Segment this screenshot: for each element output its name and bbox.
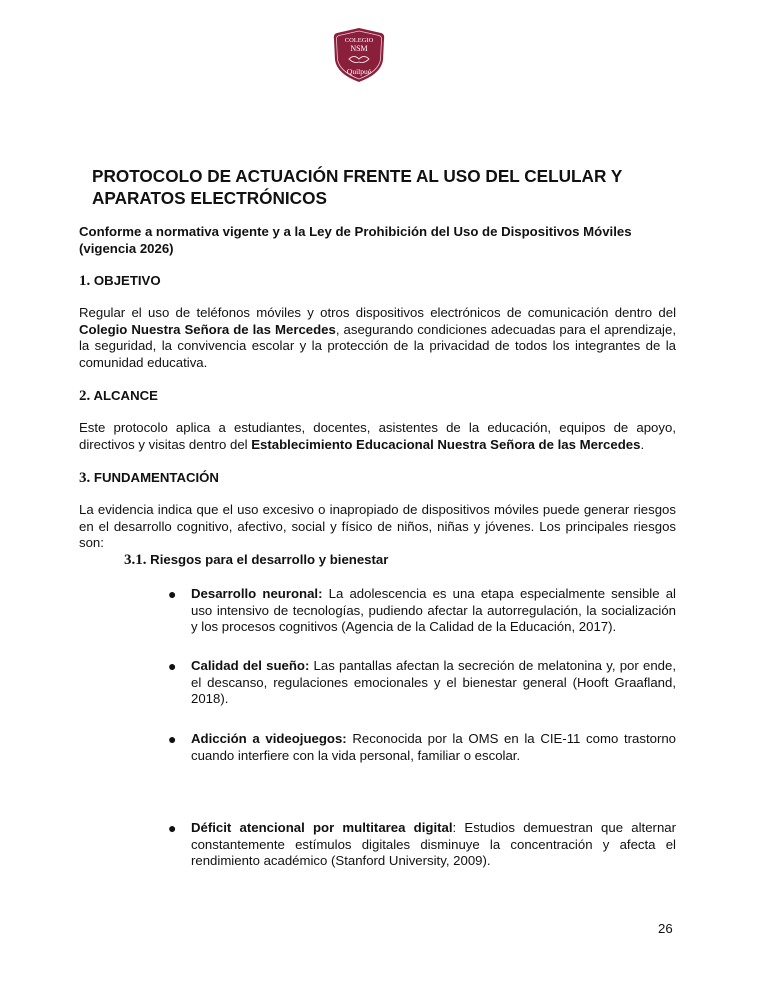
svg-text:Quilpué: Quilpué — [346, 67, 372, 76]
list-item: ● Adicción a videojuegos: Reconocida por la OMS en la CIE-11 como trastorno cuando interfiere con la vida personal, familiar o escolar. — [168, 731, 676, 763]
alcance-paragraph: Este protocolo aplica a estudiantes, docentes, asistentes de la educación, equipos de apoyo, directivos y visitas dentro del Establecimiento Educacional Nuestra Señora de las Mercedes. — [79, 420, 676, 452]
list-item: ● Déficit atencional por multitarea digital: Estudios demuestran que alternar constantemente estímulos digitales disminuye la concentración y afecta el rendimiento académico (Stanford University, 2009). — [168, 820, 676, 868]
section-heading-alcance: 2. ALCANCE — [79, 388, 158, 404]
document-title: PROTOCOLO DE ACTUACIÓN FRENTE AL USO DEL CELULAR Y APARATOS ELECTRÓNICOS — [92, 166, 622, 208]
page-number: 26 — [658, 921, 673, 936]
bullet-icon: ● — [168, 731, 177, 747]
bullet-icon: ● — [168, 586, 177, 602]
list-item: ● Calidad del sueño: Las pantallas afectan la secreción de melatonina y, por ende, el descanso, regulaciones emocionales y el bienestar general (Hooft Graafland, 2018). — [168, 658, 676, 706]
bullet-icon: ● — [168, 820, 177, 836]
objetivo-paragraph: Regular el uso de teléfonos móviles y otros dispositivos electrónicos de comunicación dentro del Colegio Nuestra Señora de las Mercedes, asegurando condiciones adecuadas para el aprendizaje, la seguridad, la convivencia escolar y la protección de la privacidad de todos los integrantes de la comunidad educativa. — [79, 305, 676, 370]
section-heading-objetivo: 1. OBJETIVO — [79, 273, 161, 289]
list-item: ● Desarrollo neuronal: La adolescencia es una etapa especialmente sensible al uso intensivo de tecnologías, pudiendo afectar la autorregulación, la socialización y los procesos cognitivos (Agencia de la Calidad de la Educación, 2017). — [168, 586, 676, 634]
school-crest-logo — [331, 26, 387, 84]
fundamentacion-paragraph: La evidencia indica que el uso excesivo o inapropiado de dispositivos móviles puede generar riesgos en el desarrollo cognitivo, afectivo, social y físico de niños, niñas y jóvenes. Los principales riesgos son: — [79, 502, 676, 550]
svg-text:NSM: NSM — [350, 44, 368, 53]
subsection-heading-riesgos: 3.1. Riesgos para el desarrollo y bienestar — [124, 552, 389, 568]
section-heading-fundamentacion: 3. FUNDAMENTACIÓN — [79, 470, 219, 486]
document-subtitle: Conforme a normativa vigente y a la Ley de Prohibición del Uso de Dispositivos Móviles (vigencia 2026) — [79, 224, 632, 256]
bullet-icon: ● — [168, 658, 177, 674]
svg-text:COLEGIO: COLEGIO — [344, 37, 374, 44]
